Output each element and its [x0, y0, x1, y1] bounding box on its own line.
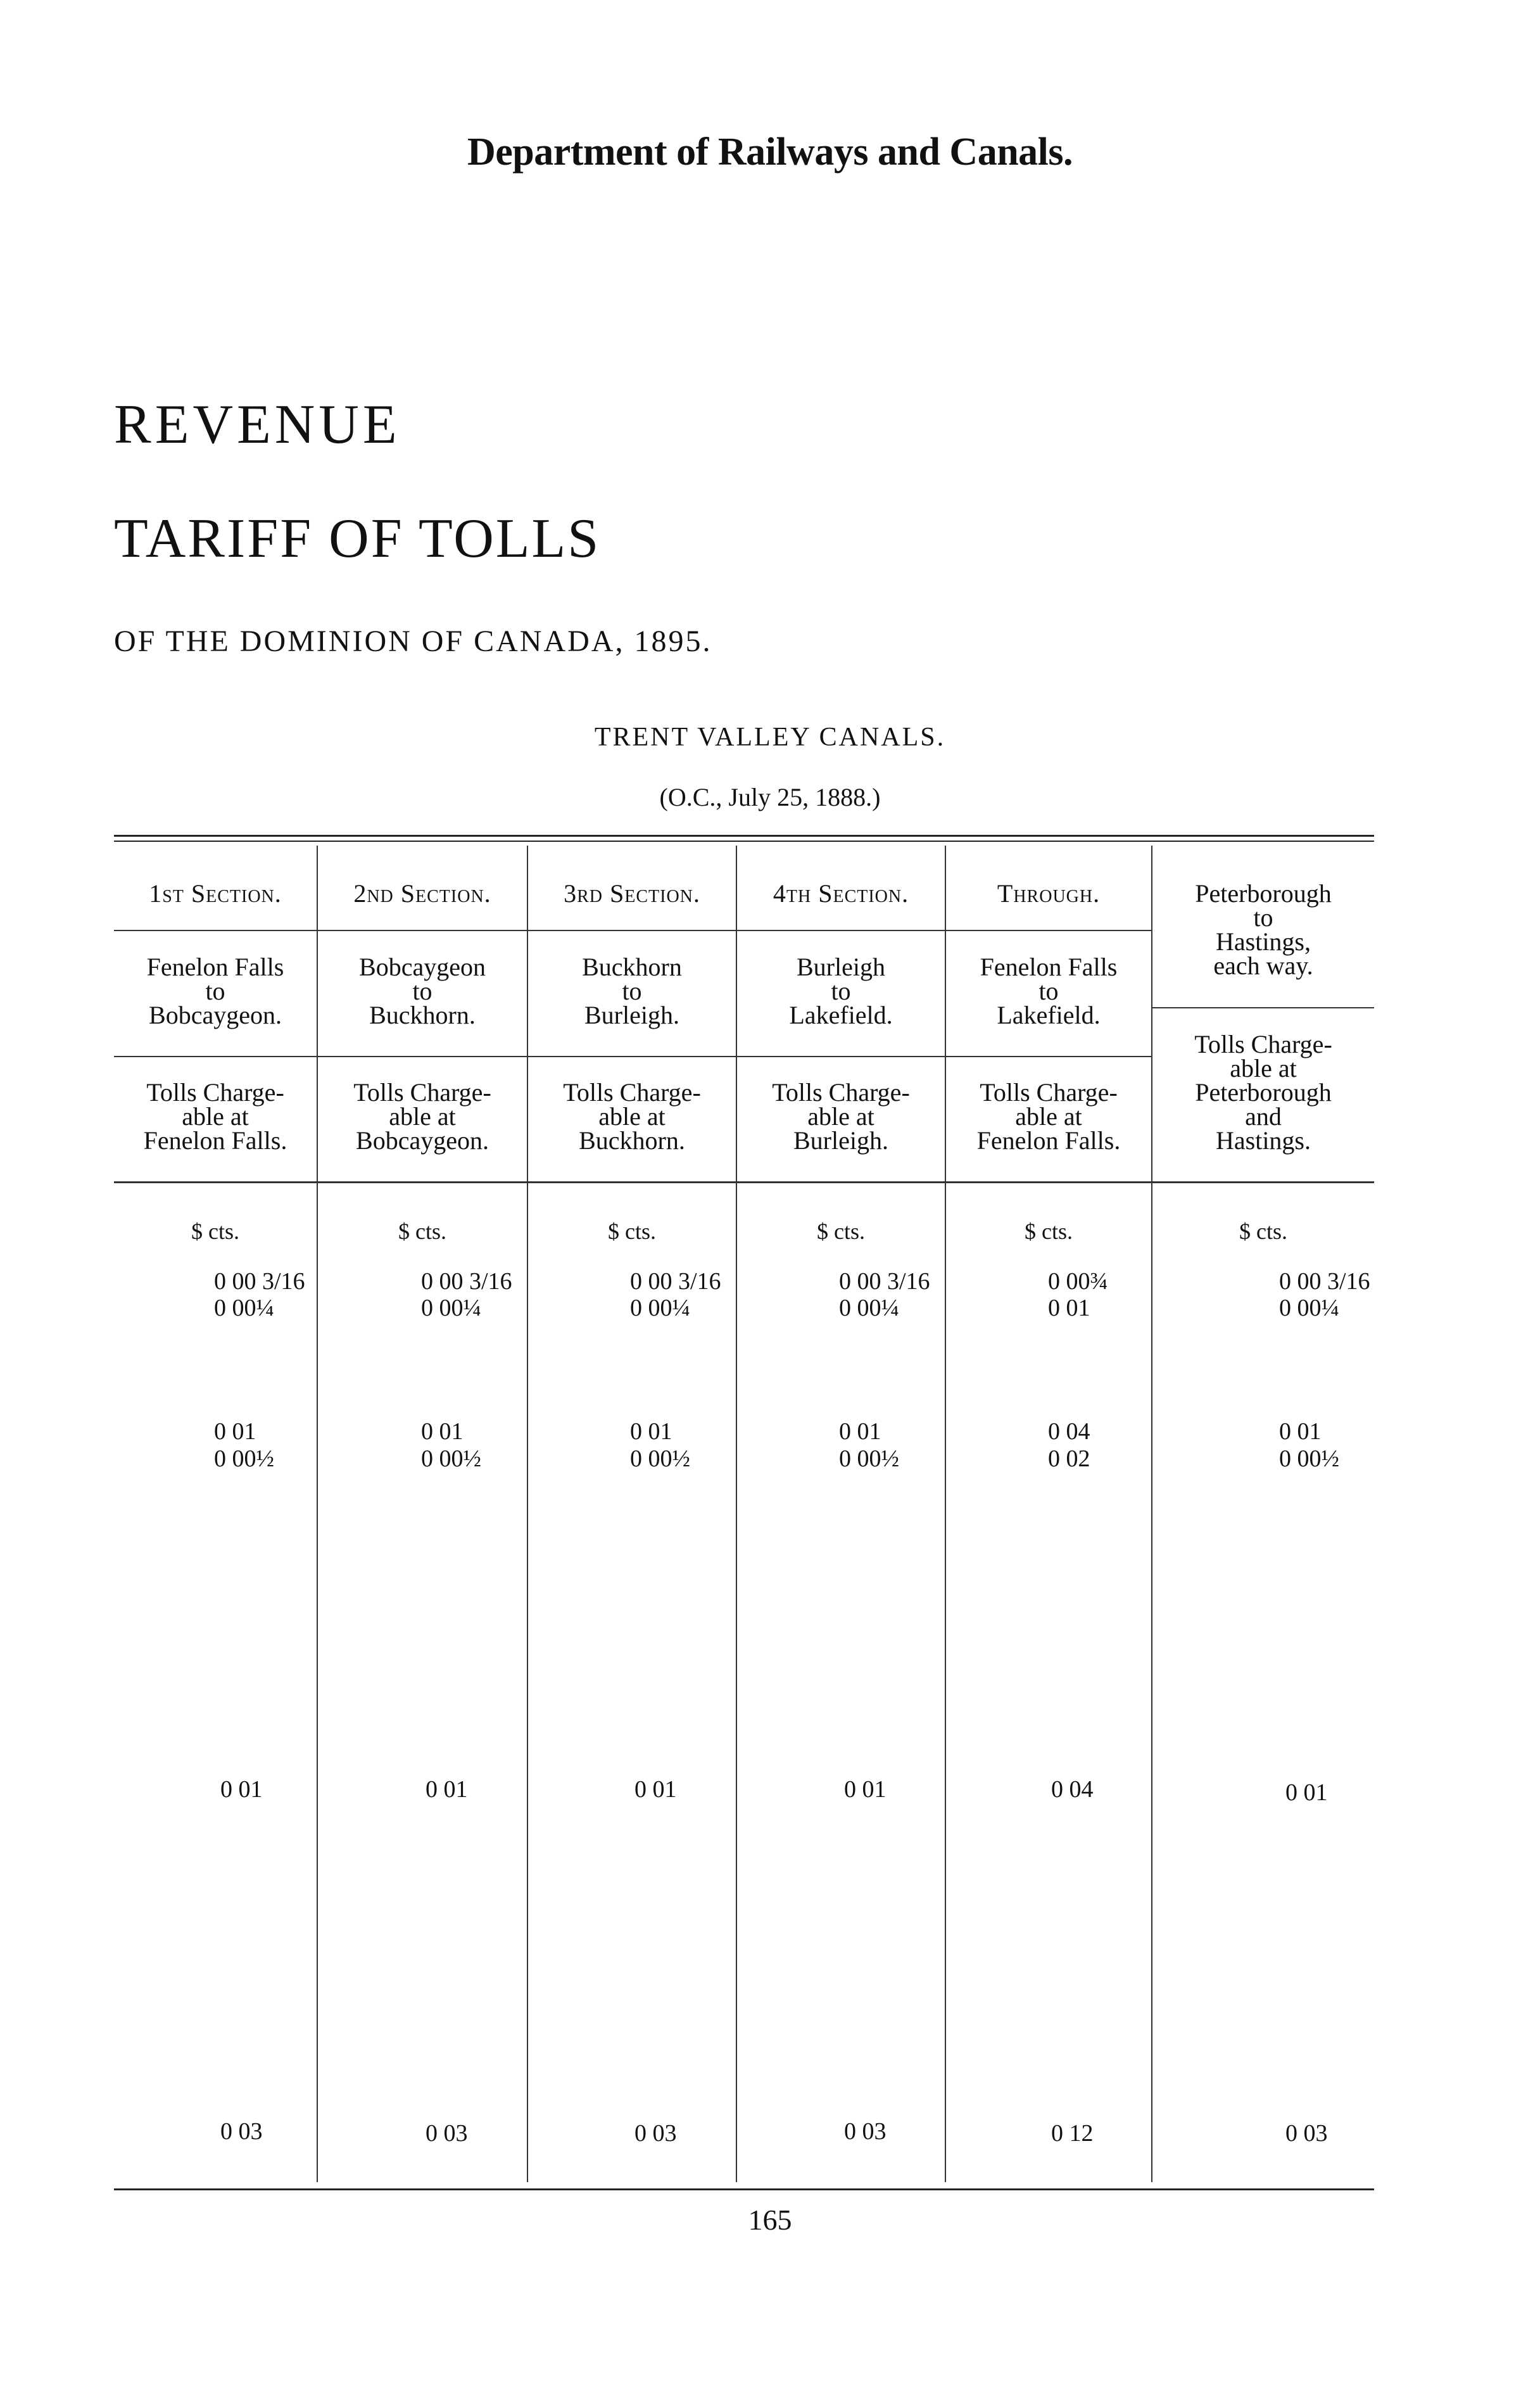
- toll-value: 0 01: [1285, 1779, 1328, 1806]
- column-chargeable: Tolls Charge- able at Fenelon Falls.: [143, 1078, 287, 1155]
- units-label: $ cts.: [1025, 1219, 1073, 1244]
- page-number: 165: [748, 2204, 792, 2236]
- toll-value: 0 03: [426, 2120, 468, 2147]
- department-header: Department of Railways and Canals.: [467, 130, 1073, 174]
- toll-value: 0 01: [220, 1776, 263, 1803]
- header-bottom-rule: [114, 1181, 1374, 1183]
- column-divider: [736, 846, 737, 2182]
- toll-value: 0 01: [214, 1418, 256, 1445]
- column-route: Buckhorn to Burleigh.: [582, 953, 682, 1029]
- column-chargeable: Tolls Charge- able at Burleigh.: [772, 1078, 910, 1155]
- toll-value: 0 01: [1279, 1418, 1322, 1445]
- toll-value: 0 00 3/16: [630, 1268, 721, 1295]
- units-label: $ cts.: [608, 1219, 656, 1244]
- column-route: Bobcaygeon to Buckhorn.: [359, 953, 486, 1029]
- column-header-section: 1st Section.: [149, 879, 282, 908]
- column-divider: [317, 846, 318, 2182]
- toll-value: 0 01: [421, 1418, 464, 1445]
- toll-value: 0 01: [844, 1776, 887, 1803]
- column-route: Fenelon Falls to Lakefield.: [980, 953, 1118, 1029]
- toll-value: 0 00½: [214, 1445, 274, 1472]
- row-divider: [114, 1056, 1152, 1057]
- units-label: $ cts.: [817, 1219, 865, 1244]
- toll-value: 0 00¼: [421, 1295, 481, 1321]
- canals-subtitle: TRENT VALLEY CANALS.: [594, 723, 946, 752]
- column-header-section: Through.: [997, 879, 1101, 908]
- toll-value: 0 00½: [839, 1445, 899, 1472]
- toll-value: 0 03: [220, 2118, 263, 2145]
- row-divider: [114, 930, 1152, 931]
- tariff-title: TARIFF OF TOLLS: [114, 508, 601, 569]
- toll-value: 0 00 3/16: [839, 1268, 930, 1295]
- toll-value: 0 00½: [630, 1445, 690, 1472]
- column-route: Burleigh to Lakefield.: [789, 953, 893, 1029]
- column-divider: [527, 846, 528, 2182]
- toll-value: 0 04: [1051, 1776, 1094, 1803]
- column-header-section: 2nd Section.: [353, 879, 491, 908]
- column-header-section: 4th Section.: [773, 879, 909, 908]
- revenue-title: REVENUE: [114, 394, 401, 455]
- toll-value: 0 00¾: [1048, 1268, 1108, 1295]
- dominion-title: OF THE DOMINION OF CANADA, 1895.: [114, 625, 712, 658]
- table-top-rule: [114, 835, 1374, 837]
- toll-value: 0 12: [1051, 2120, 1094, 2147]
- column-header-section: 3rd Section.: [564, 879, 700, 908]
- column-chargeable: Tolls Charge- able at Bobcaygeon.: [353, 1078, 491, 1155]
- toll-value: 0 02: [1048, 1445, 1090, 1472]
- column-route: Fenelon Falls to Bobcaygeon.: [146, 953, 284, 1029]
- toll-value: 0 03: [844, 2118, 887, 2145]
- toll-value: 0 01: [634, 1776, 677, 1803]
- row-divider: [1152, 1007, 1374, 1008]
- toll-value: 0 03: [634, 2120, 677, 2147]
- table-top-rule-inner: [114, 841, 1374, 842]
- column-chargeable: Tolls Charge- able at Fenelon Falls.: [976, 1078, 1121, 1155]
- toll-value: 0 00 3/16: [1279, 1268, 1370, 1295]
- toll-value: 0 04: [1048, 1418, 1090, 1445]
- toll-value: 0 01: [426, 1776, 468, 1803]
- toll-value: 0 00 3/16: [421, 1268, 512, 1295]
- toll-value: 0 01: [839, 1418, 881, 1445]
- toll-value: 0 00¼: [839, 1295, 899, 1321]
- toll-value: 0 00¼: [1279, 1295, 1339, 1321]
- order-in-council: (O.C., July 25, 1888.): [659, 783, 881, 811]
- units-label: $ cts.: [191, 1219, 239, 1244]
- toll-value: 0 00¼: [630, 1295, 690, 1321]
- units-label: $ cts.: [398, 1219, 446, 1244]
- toll-value: 0 00½: [1279, 1445, 1339, 1472]
- units-label: $ cts.: [1239, 1219, 1287, 1244]
- toll-value: 0 00¼: [214, 1295, 274, 1321]
- column-chargeable: Tolls Charge- able at Peterborough and Hastings.: [1194, 1030, 1332, 1155]
- toll-value: 0 01: [1048, 1295, 1090, 1321]
- toll-value: 0 00 3/16: [214, 1268, 305, 1295]
- toll-value: 0 00½: [421, 1445, 481, 1472]
- column-divider: [945, 846, 946, 2182]
- table-bottom-rule: [114, 2188, 1374, 2190]
- column-chargeable: Tolls Charge- able at Buckhorn.: [563, 1078, 701, 1155]
- toll-value: 0 03: [1285, 2120, 1328, 2147]
- column-route: Peterborough to Hastings, each way.: [1195, 879, 1332, 980]
- toll-value: 0 01: [630, 1418, 672, 1445]
